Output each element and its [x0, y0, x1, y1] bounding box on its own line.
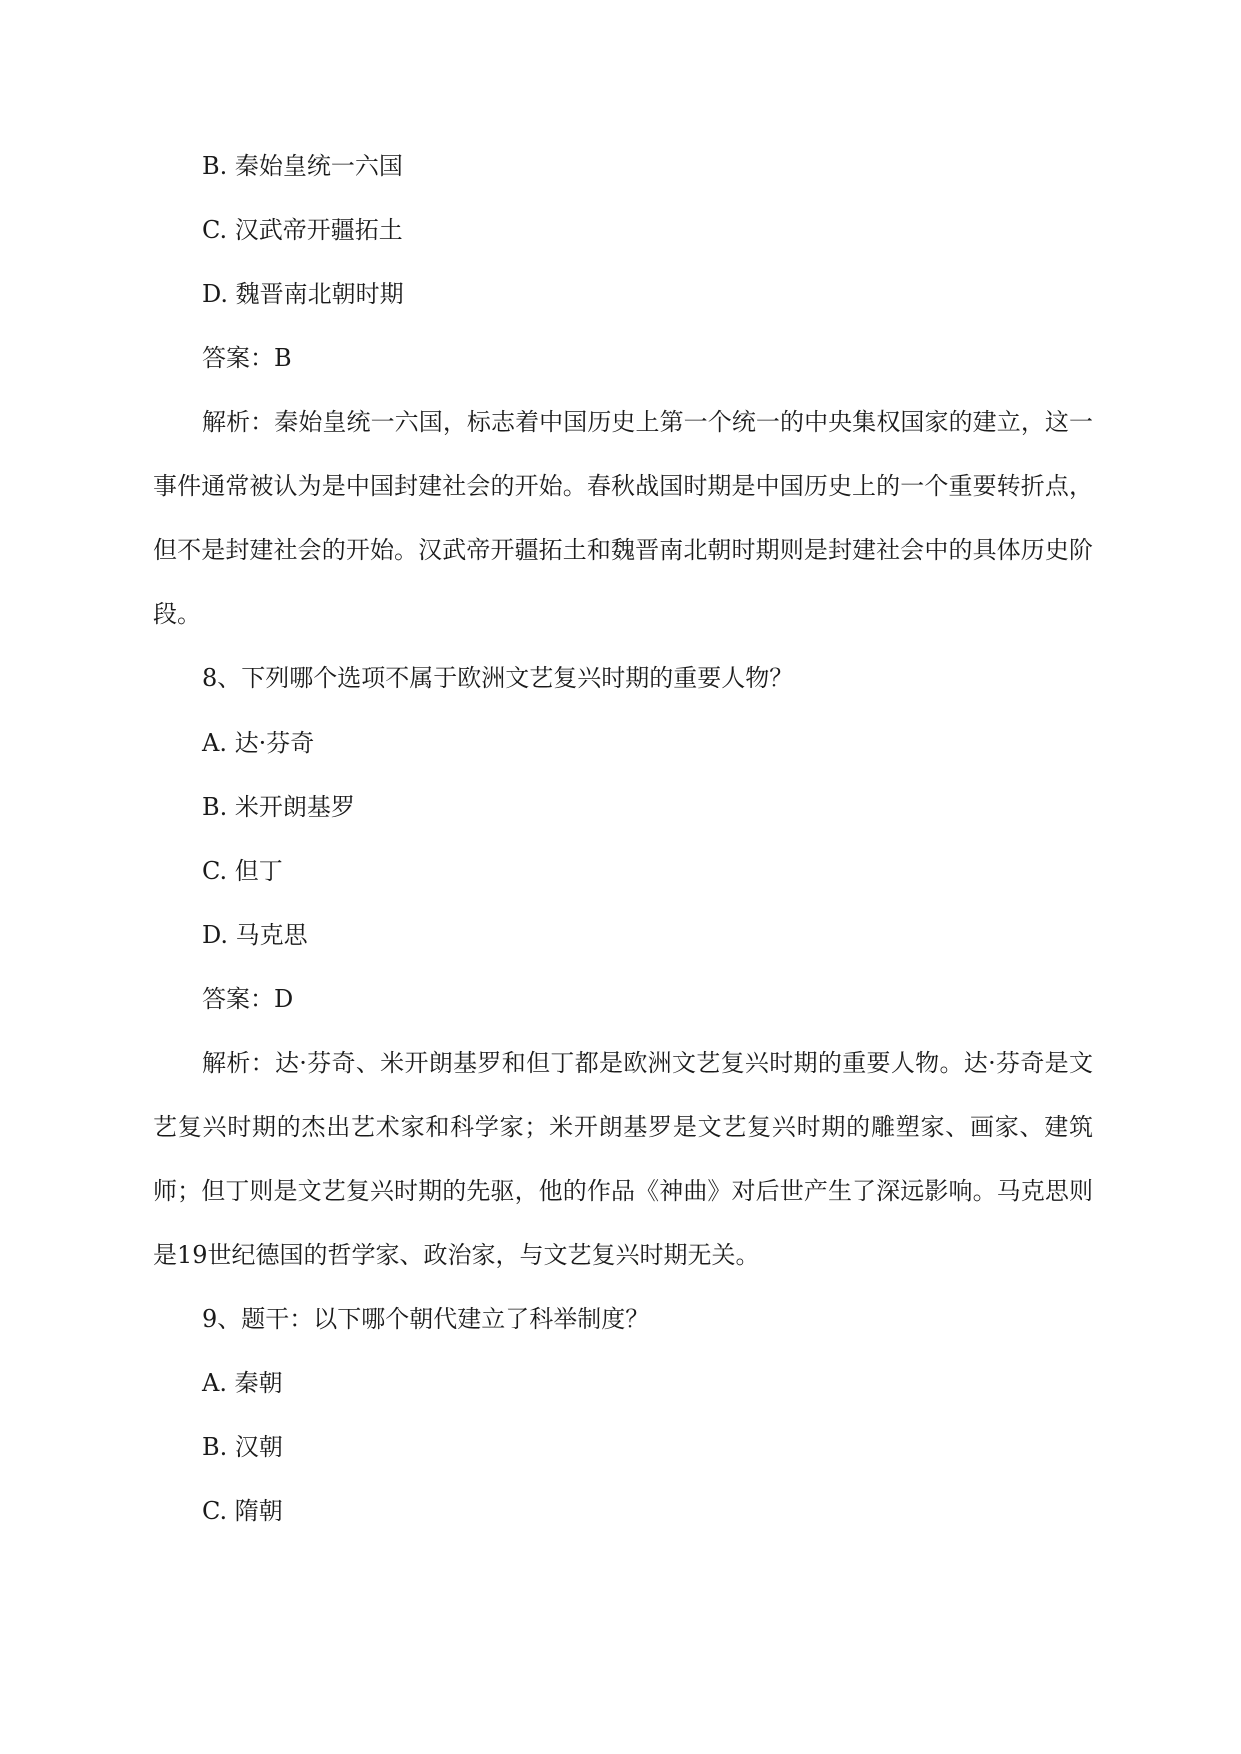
q7-option-c: C. 汉武帝开疆拓土 — [202, 216, 403, 244]
q8-option-c: C. 但丁 — [202, 857, 283, 885]
q8-explanation: 解析：达·芬奇、米开朗基罗和但丁都是欧洲文艺复兴时期的重要人物。达·芬奇是文艺复兴时期的杰出艺术家和科学家；米开朗基罗是文艺复兴时期的雕塑家、画家、建筑师；但丁则是文艺复兴时期的先驱，他的作品《神曲》对后世产生了深远影响。马克思则是19世纪德国的哲学家、政治家，与文艺复兴时期无关。 — [153, 1049, 1093, 1269]
q9-option-a: A. 秦朝 — [202, 1369, 283, 1397]
q8-option-a: A. 达·芬奇 — [202, 729, 315, 757]
q8-option-d: D. 马克思 — [202, 921, 308, 949]
q7-option-b: B. 秦始皇统一六国 — [202, 152, 403, 180]
q9-option-c: C. 隋朝 — [202, 1497, 283, 1525]
q7-option-d: D. 魏晋南北朝时期 — [202, 280, 404, 308]
q8-option-b: B. 米开朗基罗 — [202, 793, 355, 821]
q9-question: 9、题干：以下哪个朝代建立了科举制度？ — [202, 1305, 650, 1333]
q7-answer: 答案：B — [202, 344, 292, 372]
q8-question: 8、下列哪个选项不属于欧洲文艺复兴时期的重要人物？ — [202, 664, 794, 692]
q7-explanation: 解析：秦始皇统一六国，标志着中国历史上第一个统一的中央集权国家的建立，这一事件通常被认为是中国封建社会的开始。春秋战国时期是中国历史上的一个重要转折点，但不是封建社会的开始。汉武帝开疆拓土和魏晋南北朝时期则是封建社会中的具体历史阶段。 — [153, 408, 1093, 628]
q8-answer: 答案：D — [202, 985, 294, 1013]
q9-option-b: B. 汉朝 — [202, 1433, 283, 1461]
